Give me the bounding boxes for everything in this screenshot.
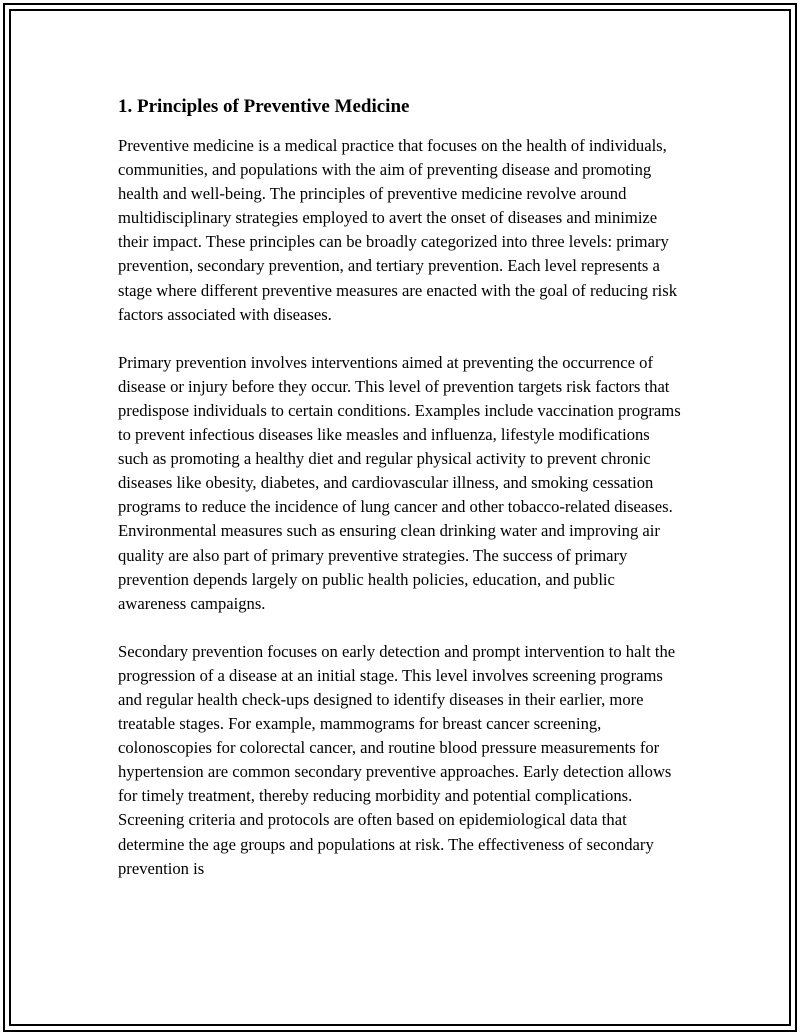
paragraph-primary-prevention: Primary prevention involves interventions aimed at preventing the occurrence of disease or injury before they occur. This level of prevention targets risk factors that predispose individuals to certain conditions. Examples include vaccination programs to prevent infectious diseases like measles and influenza, lifestyle modifications such as promoting a healthy diet and regular physical activity to prevent chronic diseases like obesity, diabetes, and cardiovascular illness, and smoking cessation programs to reduce the incidence of lung cancer and other tobacco-related diseases. Environmental measures such as ensuring clean drinking water and improving air quality are also part of primary preventive strategies. The success of primary prevention depends largely on public health policies, education, and public awareness campaigns.: [118, 352, 681, 613]
paragraph-secondary-prevention: Secondary prevention focuses on early detection and prompt intervention to halt the progression of a disease at an initial stage. This level involves screening programs and regular health check-ups designed to identify diseases in their earlier, more treatable stages. For example, mammograms for breast cancer screening, colonoscopies for colorectal cancer, and routine blood pressure measurements for hypertension are common secondary preventive approaches. Early detection allows for timely treatment, thereby reducing morbidity and potential complications. Screening criteria and protocols are often based on epidemiological data that determine the age groups and populations at risk. The effectiveness of secondary prevention is: [118, 641, 676, 878]
document-body: [118, 94, 684, 905]
section-heading: 1. Principles of Preventive Medicine: [118, 96, 410, 117]
paragraph-intro: Preventive medicine is a medical practice that focuses on the health of individuals, communities, and populations with the aim of preventing disease and promoting health and well-being. The principles of preventive medicine revolve around multidisciplinary strategies employed to avert the onset of diseases and minimize their impact. These principles can be broadly categorized into three levels: primary prevention, secondary prevention, and tertiary prevention. Each level represents a stage where different preventive measures are enacted with the goal of reducing risk factors associated with diseases.: [118, 136, 678, 324]
